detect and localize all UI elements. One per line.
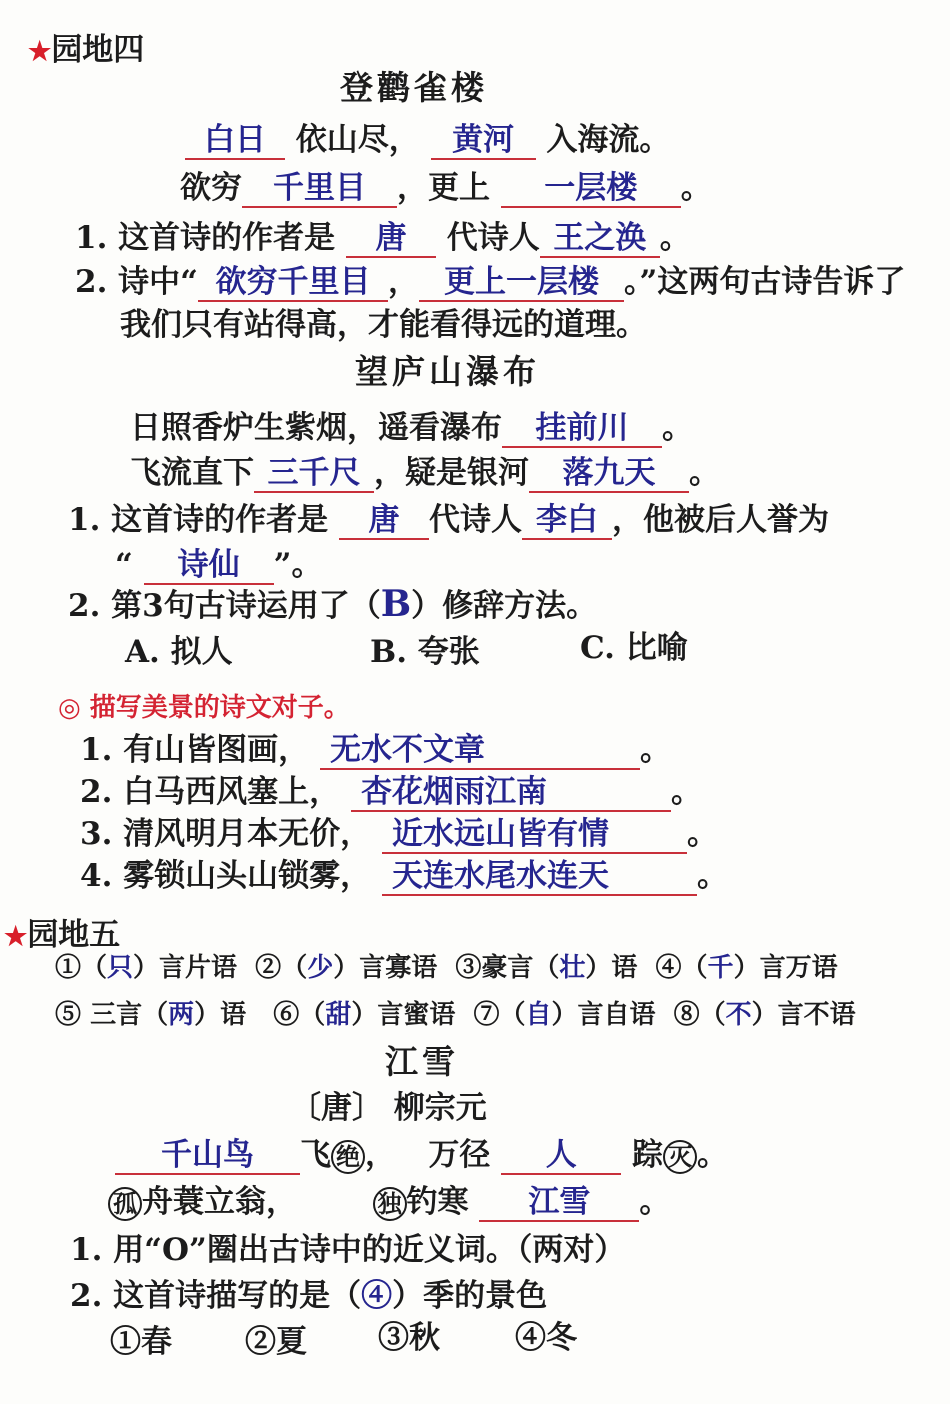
poem1-question1: 1. 这首诗的作者是 唐 代诗人 王之涣 。 <box>75 220 691 256</box>
poem2-line2: 飞流直下 三千尺 ，疑是银河 落九天 。 <box>130 455 720 491</box>
option-c: C. 比喻 <box>580 630 688 666</box>
season-option: ④冬 <box>515 1320 577 1356</box>
answer-blank: 唐 <box>339 502 429 540</box>
answer-blank: 更上一层楼 <box>419 264 624 302</box>
answer-blank: 落九天 <box>529 455 689 493</box>
poem2-question1: 1. 这首诗的作者是 唐 代诗人 李白 ，他被后人誉为 <box>68 502 829 538</box>
answer-blank: 诗仙 <box>144 547 274 585</box>
poem1-line1: 白日 依山尽， 黄河 入海流。 <box>185 120 670 160</box>
unit5-title: 园地五 <box>27 917 121 953</box>
answer-blank: 江雪 <box>479 1184 639 1222</box>
idiom-row-2: ⑤ 三言（两）语 ⑥（甜）言蜜语 ⑦（自）言自语 ⑧（不）言不语 <box>55 1000 856 1030</box>
option-a: A. 拟人 <box>125 634 233 670</box>
poem2-title: 望庐山瀑布 <box>355 352 540 391</box>
unit4-heading <box>28 30 144 72</box>
poem1-title: 登鹳雀楼 <box>340 68 488 107</box>
answer-blank: 千里目 <box>242 170 397 208</box>
answer-blank: 天连水尾水连天 <box>382 858 697 896</box>
answer-blank: 王之涣 <box>540 220 660 258</box>
answer-blank: 一层楼 <box>501 170 681 208</box>
poem3-title: 江雪 <box>385 1042 459 1081</box>
answer-choice: B <box>380 583 412 625</box>
circled-char: 孤 <box>108 1187 142 1221</box>
poem2-question2: 2. 第3句古诗运用了（B）修辞方法。 <box>68 583 598 625</box>
option-b: B. 夸张 <box>370 634 480 670</box>
poem2-question1-cont: “ 诗仙 ”。 <box>115 547 323 583</box>
poem3-line2: 孤 舟蓑立翁， 独 钓寒 江雪 。 <box>108 1182 670 1222</box>
star-icon: ★ <box>4 922 28 952</box>
poem1-question2: 2. 诗中“ 欲穷千里目 ， 更上一层楼 。”这两句古诗告诉了 <box>75 264 906 300</box>
poem2-line1: 日照香炉生紫烟，遥看瀑布 挂前川 。 <box>130 410 693 446</box>
circled-char: 绝 <box>331 1140 365 1174</box>
idiom-row-1: ①（只）言片语 ②（少）言寡语 ③豪言（壮）语 ④（千）言万语 <box>55 953 838 983</box>
circled-char: 灭 <box>663 1140 697 1174</box>
poem3-author: 〔唐〕 柳宗元 <box>290 1090 487 1126</box>
couplet-item: 1. 有山皆图画， 无水不文章 。 <box>80 732 671 768</box>
poem3-question1: 1. 用“O”圈出古诗中的近义词。（两对） <box>70 1232 626 1268</box>
answer-blank: 挂前川 <box>502 410 662 448</box>
couplet-item: 4. 雾锁山头山锁雾， 天连水尾水连天 。 <box>80 858 728 894</box>
couplets-heading: ◎ 描写美景的诗文对子。 <box>58 693 350 723</box>
poem1-question2-cont: 我们只有站得高，才能看得远的道理。 <box>120 307 647 343</box>
star-icon: ★ <box>28 37 52 67</box>
season-option: ②夏 <box>245 1324 307 1360</box>
poem3-line1: 千山鸟 飞 绝 ， 万径 人 踪 灭 。 <box>115 1135 728 1175</box>
answer-blank: 唐 <box>346 220 436 258</box>
answer-blank: 三千尺 <box>254 455 374 493</box>
answer-blank: 近水远山皆有情 <box>382 816 687 854</box>
answer-blank: 千山鸟 <box>115 1137 300 1175</box>
answer-blank: 人 <box>501 1137 621 1175</box>
answer-blank: 无水不文章 <box>320 732 640 770</box>
answer-blank: 杏花烟雨江南 <box>351 774 671 812</box>
season-option: ①春 <box>110 1324 172 1360</box>
season-option: ③秋 <box>378 1320 440 1356</box>
answer-blank: 欲穷千里目 <box>198 264 388 302</box>
poem3-question2: 2. 这首诗描写的是（④）季的景色 <box>70 1278 548 1314</box>
answer-choice: ④ <box>361 1278 393 1314</box>
couplet-item: 3. 清风明月本无价， 近水远山皆有情 。 <box>80 816 718 852</box>
answer-blank: 黄河 <box>431 122 536 160</box>
circled-char: 独 <box>373 1187 407 1221</box>
answer-blank: 白日 <box>185 122 285 160</box>
couplet-item: 2. 白马西风塞上， 杏花烟雨江南 。 <box>80 774 702 810</box>
unit4-title: 园地四 <box>51 32 145 68</box>
answer-blank: 李白 <box>522 502 612 540</box>
poem1-line2: 欲穷 千里目 ，更上 一层楼 。 <box>180 170 712 206</box>
